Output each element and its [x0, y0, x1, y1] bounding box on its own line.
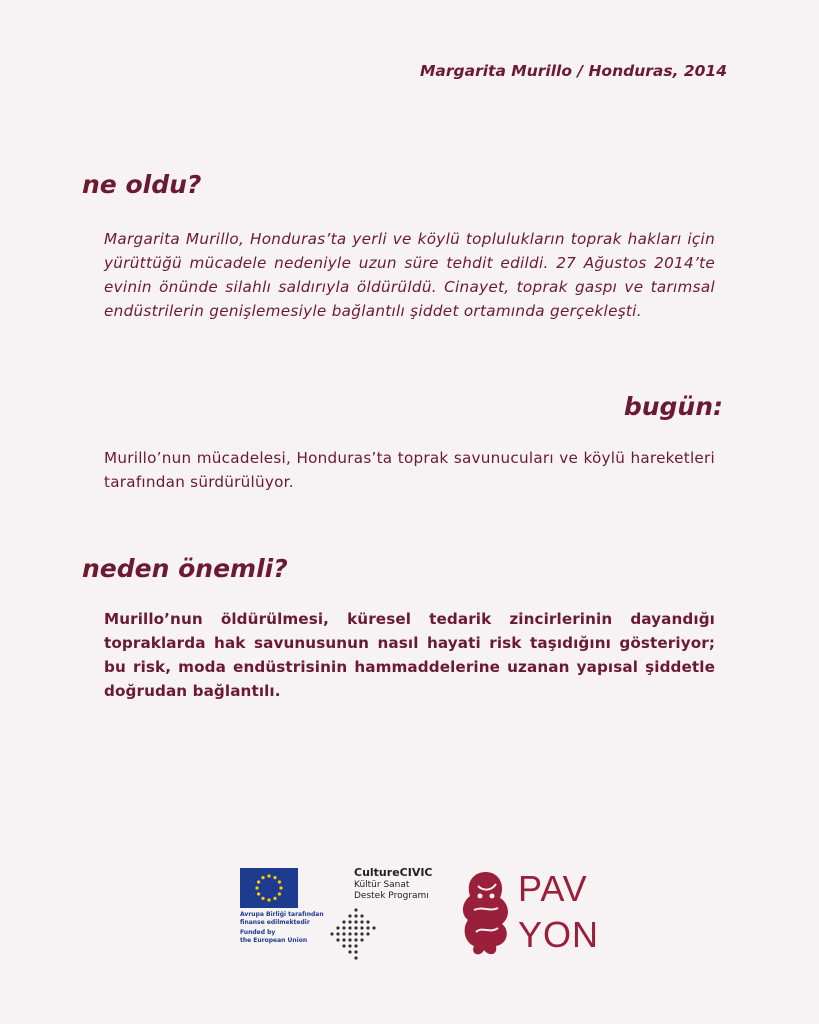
culturecivic-sub-2: Destek Programı	[354, 891, 429, 901]
culturecivic-arrow-icon	[326, 904, 386, 966]
heading-today: bugün:	[623, 392, 723, 421]
why-matters-text: Murillo’nun öldürülmesi, küresel tedarik zincirlerinin dayandığı topraklarda hak savunusunun nasıl hayati risk taşıdığını gösteriyor; bu risk, moda endüstrisinin hammaddelerine uzanan yapısal şiddetle doğrudan bağlantılı.	[104, 610, 715, 700]
heading-what-happened: ne oldu?	[82, 170, 202, 199]
pavyon-line-2: YON	[518, 914, 600, 955]
eu-line-1: Avrupa Birliği tarafından	[240, 911, 324, 918]
heading-why-matters: neden önemli?	[82, 554, 288, 583]
eu-line-4: the European Union	[240, 936, 308, 944]
what-happened-text: Margarita Murillo, Honduras’ta yerli ve köylü toplulukların toprak hakları için yürüttüğü mücadele nedeniyle uzun süre tehdit edildi. 27 Ağustos 2014’te evinin önünde silahlı saldırıyla öldürüldü. Cinayet, toprak gaspı ve tarımsal endüstrilerin genişlemesiyle bağlantılı şiddet ortamında gerçekleşti.	[104, 230, 715, 320]
footer-logos	[240, 866, 600, 976]
eu-flag-icon	[240, 868, 298, 908]
culturecivic-title: CultureCIVIC	[354, 866, 433, 879]
culturecivic-sub-1: Kültür Sanat	[354, 880, 410, 890]
pavyon-line-1: PAV	[518, 868, 588, 909]
pavyon-octopus-icon	[458, 866, 514, 960]
culturecivic-subtitle	[354, 880, 429, 902]
pavyon-wordmark	[518, 866, 599, 958]
eu-line-3: Funded by	[240, 929, 276, 936]
eu-line-2: finanse edilmektedir	[240, 918, 310, 926]
eu-funding-text	[240, 911, 335, 944]
header-caption: Margarita Murillo / Honduras, 2014	[420, 62, 727, 80]
today-text: Murillo’nun mücadelesi, Honduras’ta toprak savunucuları ve köylü hareketleri tarafından sürdürülüyor.	[104, 449, 715, 491]
